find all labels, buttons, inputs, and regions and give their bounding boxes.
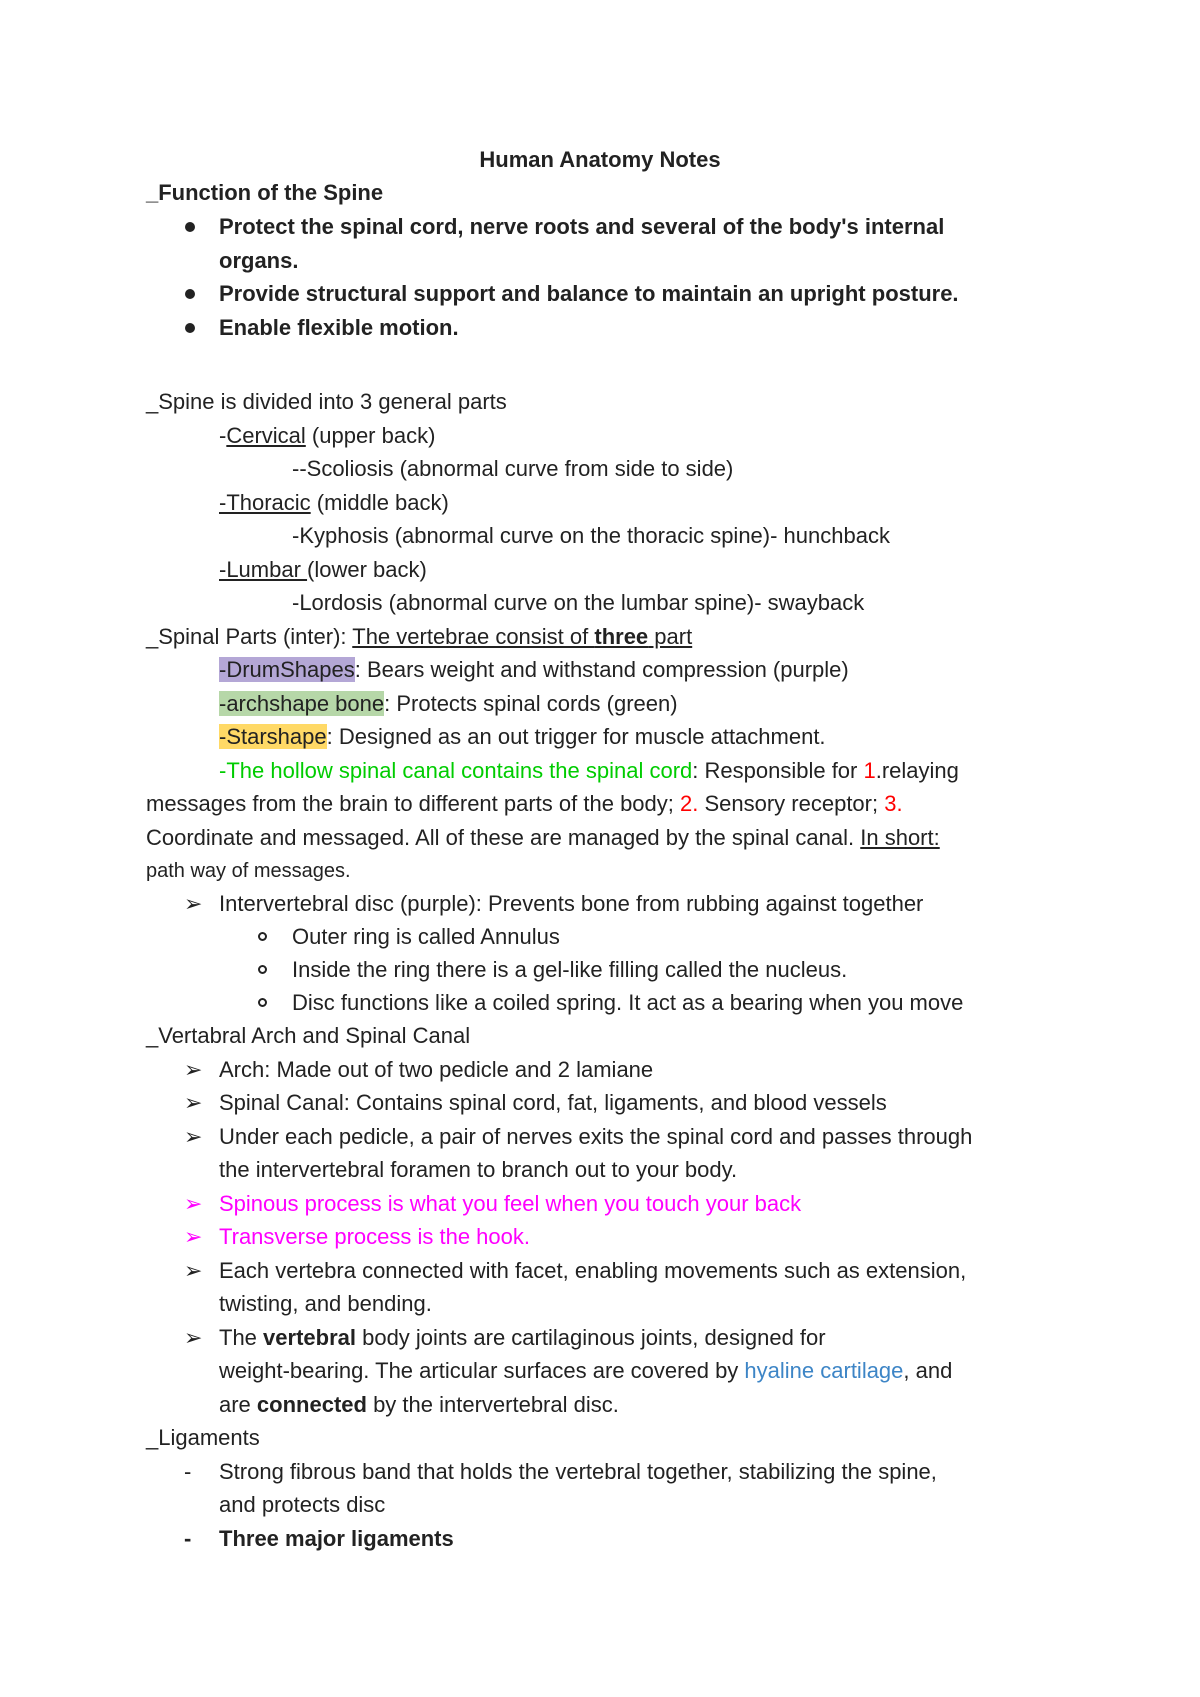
starshape-label: -Starshape	[219, 724, 327, 749]
section-heading-divided: _Spine is divided into 3 general parts	[146, 389, 507, 414]
canal-num-3: 3.	[884, 791, 903, 816]
canal-line-2a: messages from the brain to different parts of the body;	[146, 791, 680, 816]
section-heading-function: _Function of the Spine	[146, 180, 384, 205]
canal-rest-1: .relaying	[875, 758, 959, 783]
bullet-dot-icon	[185, 289, 195, 299]
function-bullet-1-line-1: Protect the spinal cord, nerve roots and several of the body's internal	[219, 214, 945, 239]
starshape-desc: : Designed as an out trigger for muscle attachment.	[326, 724, 826, 749]
cervical-dash: -	[219, 423, 227, 448]
drumshape-label: -DrumShapes	[219, 657, 355, 682]
arch-item-6-line-2: twisting, and bending.	[219, 1291, 432, 1316]
arch-item-7-l2a: weight-bearing. The articular surfaces are covered by	[219, 1358, 745, 1383]
scoliosis-line: --Scoliosis (abnormal curve from side to side)	[292, 456, 734, 481]
arch-item-1: Arch: Made out of two pedicle and 2 lamiane	[219, 1057, 654, 1082]
circle-bullet-icon	[258, 965, 267, 974]
arrow-bullet-icon: ➢	[184, 1057, 203, 1082]
function-bullet-1-line-2: organs.	[219, 248, 299, 273]
drumshape-line	[219, 657, 849, 683]
dash-bullet: -	[184, 1459, 192, 1484]
disc-sub-2: Inside the ring there is a gel-like filling called the nucleus.	[292, 957, 848, 982]
canal-line-3	[146, 825, 940, 851]
arch-item-7-line-1	[219, 1325, 826, 1351]
archshape-label: -archshape bone	[219, 691, 385, 716]
cervical-line	[219, 423, 435, 449]
disc-main: Intervertebral disc (purple): Prevents bone from rubbing against together	[219, 891, 924, 916]
thoracic-line	[219, 490, 449, 516]
arch-item-3-line-2: the intervertebral foramen to branch out to your body.	[219, 1157, 738, 1182]
hyaline-cartilage-term: hyaline cartilage	[744, 1358, 904, 1383]
spinal-parts-bold: three	[594, 624, 649, 649]
canal-line-1	[219, 758, 959, 784]
arrow-bullet-icon: ➢	[184, 1325, 203, 1350]
arch-item-7-l2c: , and	[903, 1358, 953, 1383]
cervical-desc: (upper back)	[305, 423, 436, 448]
archshape-line	[219, 691, 678, 717]
ligaments-item-2: Three major ligaments	[219, 1526, 454, 1551]
arch-item-4: Spinous process is what you feel when you touch your back	[219, 1191, 802, 1216]
disc-sub-3: Disc functions like a coiled spring. It act as a bearing when you move	[292, 990, 964, 1015]
lumbar-desc: (lower back)	[307, 557, 427, 582]
arch-item-7-l3c: by the intervertebral disc.	[366, 1392, 619, 1417]
canal-line-3a: Coordinate and messaged. All of these are managed by the spinal canal.	[146, 825, 861, 850]
arch-item-7-a: The	[219, 1325, 264, 1350]
section-heading-ligaments: _Ligaments	[146, 1425, 260, 1450]
lumbar-line	[219, 557, 427, 583]
arch-item-7-line-3	[219, 1392, 619, 1418]
arrow-bullet-icon: ➢	[184, 1090, 203, 1115]
arch-item-3-line-1: Under each pedicle, a pair of nerves exits the spinal cord and passes through	[219, 1124, 973, 1149]
bullet-dot-icon	[185, 323, 195, 333]
arch-item-7-line-2	[219, 1358, 952, 1384]
circle-bullet-icon	[258, 932, 267, 941]
arch-item-7-l3a: are	[219, 1392, 257, 1417]
in-short-label: In short:	[860, 825, 940, 850]
canal-line-4: path way of messages.	[146, 860, 351, 882]
circle-bullet-icon	[258, 998, 267, 1007]
dash-bullet: -	[184, 1526, 192, 1551]
arch-item-5: Transverse process is the hook.	[219, 1224, 530, 1249]
arch-item-7-c: body joints are cartilaginous joints, designed for	[355, 1325, 826, 1350]
lordosis-line: -Lordosis (abnormal curve on the lumbar spine)- swayback	[292, 590, 865, 615]
kyphosis-line: -Kyphosis (abnormal curve on the thoracic spine)- hunchback	[292, 523, 890, 548]
canal-line-2	[146, 791, 903, 817]
ligaments-item-1-line-2: and protects disc	[219, 1492, 386, 1517]
canal-line-2b: Sensory receptor;	[698, 791, 885, 816]
disc-sub-1: Outer ring is called Annulus	[292, 924, 560, 949]
arrow-bullet-icon: ➢	[184, 1258, 203, 1283]
canal-num-2: 2.	[680, 791, 699, 816]
ligaments-item-1-line-1: Strong fibrous band that holds the vertebral together, stabilizing the spine,	[219, 1459, 937, 1484]
drumshape-desc: : Bears weight and withstand compression (purple)	[354, 657, 849, 682]
canal-desc: : Responsible for	[692, 758, 864, 783]
page-title: Human Anatomy Notes	[479, 147, 721, 172]
arch-item-2: Spinal Canal: Contains spinal cord, fat, ligaments, and blood vessels	[219, 1090, 887, 1115]
arrow-bullet-icon: ➢	[184, 1224, 203, 1249]
function-bullet-3: Enable flexible motion.	[219, 315, 459, 340]
spinal-parts-underline-1: The vertebrae consist of	[352, 624, 595, 649]
arrow-bullet-icon: ➢	[184, 1124, 203, 1149]
section-heading-spinal-parts	[146, 624, 692, 650]
thoracic-desc: (middle back)	[310, 490, 449, 515]
section-heading-arch: _Vertabral Arch and Spinal Canal	[146, 1023, 471, 1048]
bullet-dot-icon	[185, 222, 195, 232]
arch-item-7-b: vertebral	[263, 1325, 356, 1350]
cervical-term: Cervical	[226, 423, 306, 448]
arrow-bullet-icon: ➢	[184, 1191, 203, 1216]
arch-item-6-line-1: Each vertebra connected with facet, enabling movements such as extension,	[219, 1258, 967, 1283]
arch-item-7-l3b: connected	[256, 1392, 367, 1417]
spinal-parts-underline-2: part	[648, 624, 693, 649]
lumbar-term: -Lumbar	[219, 557, 308, 582]
canal-num-1: 1	[863, 758, 876, 783]
thoracic-term: -Thoracic	[219, 490, 311, 515]
canal-label: -The hollow spinal canal contains the spinal cord	[219, 758, 693, 783]
arrow-bullet-icon: ➢	[184, 891, 203, 916]
spinal-parts-prefix: _Spinal Parts (inter):	[146, 624, 353, 649]
starshape-line	[219, 724, 826, 750]
function-bullet-2: Provide structural support and balance to maintain an upright posture.	[219, 281, 959, 306]
archshape-desc: : Protects spinal cords (green)	[384, 691, 678, 716]
